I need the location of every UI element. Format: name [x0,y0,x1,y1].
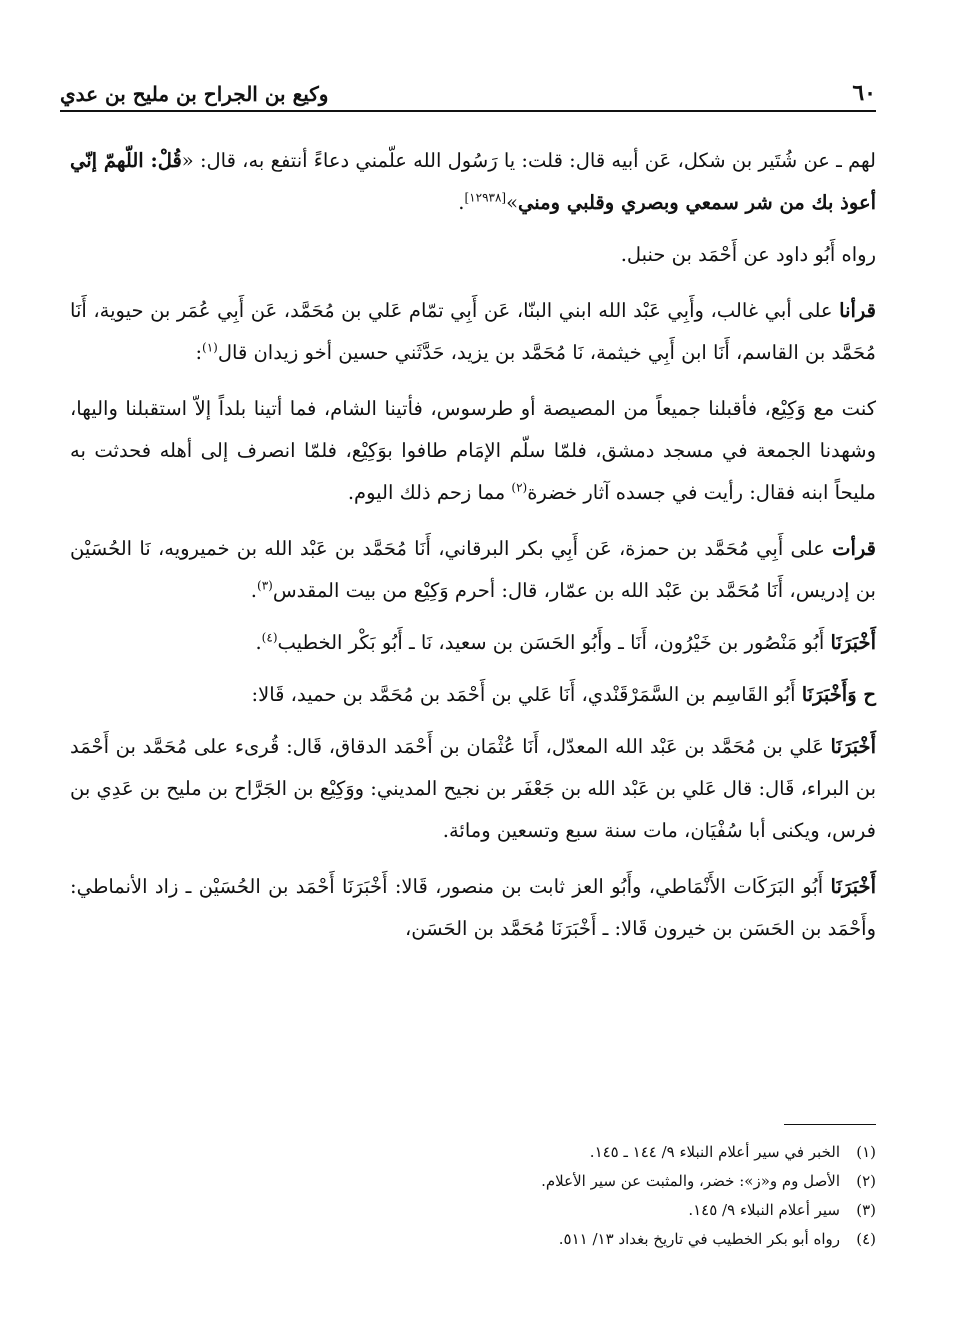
footnote-4 [150,1225,876,1254]
paragraph-text: كنت مع وَكِيْع، فأقبلنا جميعاً من المصيصة أو طرسوس، فأتينا الشام، فما أتينا بلداً إلاّ استقبلنا واليها، وشهدنا الجمعة في مسجد دمشق، فلمّا سلّم الإمَام طافوا بوَكِيْع، فلمّا انصرف إلى أهله فحدثت به مليحاً ابنه فقال: رأيت في جسده آثار خضرة [70,397,876,504]
main-text [70,140,876,960]
footnote-text: رواه أبو بكر الخطيب في تاريخ بغداد ١٣/ ٥١١. [558,1230,840,1248]
paragraph-8 [70,726,876,852]
paragraph-4 [70,388,876,514]
footnote-marker-3[interactable]: (٣) [257,578,273,593]
paragraph-9 [70,866,876,950]
paragraph-lead-word: قرأت [832,537,876,560]
paragraph-lead-word: أَخْبَرَنَا [830,631,876,654]
paragraph-lead-word: قرأنا [839,299,876,322]
footnote-text: سير أعلام النبلاء ٩/ ١٤٥. [688,1201,840,1219]
hadith-quote: قُلْ: اللّهمّ إنّي أعوذ بك من شر سمعي وبصري وقلبي ومني [70,149,876,214]
paragraph-end: مما زحم ذلك اليوم. [347,481,512,504]
paragraph-text: على أَبِي مُحَمَّد بن حمزة، عَن أَبِي بكر البرقاني، أَنَا مُحَمَّد بن عَبْد الله بن خميرويه، نَا الحُسَيْن بن إدريس، أَنَا مُحَمَّد بن عَبْد الله بن عمّار، قال: أحرم وَكِيْع من بيت المقدس [70,537,876,602]
footnote-number: (٣) [856,1201,876,1219]
hadith-reference-number: [١٢٩٣٨] [464,190,507,205]
paragraph-end: . [255,631,262,654]
footnote-marker-2[interactable]: (٢) [511,480,528,495]
paragraph-text: أَبُو مَنْصُور بن خَيْرُون، أَنَا ـ وأَبُو الحَسَن بن سعيد، نَا ـ أَبُو بَكْر الخطيب [277,631,831,654]
paragraph-end: : [195,341,203,364]
footnote-text: الخبر في سير أعلام النبلاء ٩/ ١٤٤ ـ ١٤٥. [589,1143,840,1161]
paragraph-text: أَبُو البَرَكَات الأَنْمَاطي، وأَبُو العز ثابت بن منصور، قَالا: أَخْبَرَنَا أَحْمَد بن الحُسَيْن ـ زاد الأنماطي: وأَحْمَد بن الحَسَن بن خيرون قَالا: ـ أَخْبَرَنَا مُحَمَّد بن الحَسَن، [70,875,876,940]
page-header [60,62,876,112]
paragraph-lead-word: أَخْبَرَنَا [830,735,876,758]
paragraph-1 [70,140,876,224]
footnotes [150,1138,876,1254]
paragraph-5 [70,528,876,612]
running-title: وكيع بن الجراح بن مليح بن عدي [60,82,329,106]
footnote-number: (٢) [856,1172,876,1190]
paragraph-text: أَبُو القَاسِم بن السَّمَرْقَنْدي، أَنَا عَلي بن أَحْمَد بن مُحَمَّد بن حميد، قَالا: [251,683,802,706]
footnote-1 [150,1138,876,1167]
paragraph-6 [70,622,876,664]
quote-close: » [506,191,519,214]
footnote-marker-1[interactable]: (١) [202,340,218,355]
paragraph-lead-word: ح وَأَخْبَرَنَا [801,683,876,706]
paragraph-2 [70,234,876,276]
paragraph-3 [70,290,876,374]
paragraph-end: . [458,191,465,214]
footnote-marker-4[interactable]: (٤) [261,630,278,645]
paragraph-text: عَلي بن مُحَمَّد بن عَبْد الله المعدّل، أَنَا عُثْمَان بن أَحْمَد الدقاق، قَال: قُرىء على مُحَمَّد بن أَحْمَد بن البراء، قَال: قال عَلي بن عَبْد الله بن جَعْفَر بن نجيح المديني: ووَكِيْع بن الجَرَّاح بن مليح بن عَدِي بن فرس، ويكنى أبا سُفْيَان، مات سنة سبع وتسعين ومائة. [70,735,876,842]
paragraph-end: . [250,579,257,602]
paragraph-lead-word: أَخْبَرَنَا [830,875,876,898]
page-number: ٦٠ [852,80,876,106]
footnote-number: (١) [856,1143,876,1161]
footnote-divider [784,1124,876,1125]
footnote-number: (٤) [856,1230,876,1248]
paragraph-text: على أبي غالب، وأَبِي عَبْد الله ابني البنّا، عَن أَبِي تمّام عَلي بن مُحَمَّد، عَن أَبِي عُمَر بن حيوية، أَنَا مُحَمَّد بن القاسم، أَنَا ابن أَبِي خيثمة، نَا مُحَمَّد بن يزيد، حَدَّثَني حسين أخو زيدان قال [70,299,876,364]
footnote-2 [150,1167,876,1196]
paragraph-text: رواه أَبُو داود عن أَحْمَد بن حنبل. [620,243,876,266]
paragraph-text: لهم ـ عن شُتَير بن شكل، عَن أبيه قال: قلت: يا رَسُول الله علّمني دعاءً أنتفع به، قال: « [181,149,876,172]
footnote-3 [150,1196,876,1225]
footnote-text: الأصل وم و«ز»: خضر، والمثبت عن سير الأعلام. [541,1172,840,1190]
paragraph-7 [70,674,876,716]
